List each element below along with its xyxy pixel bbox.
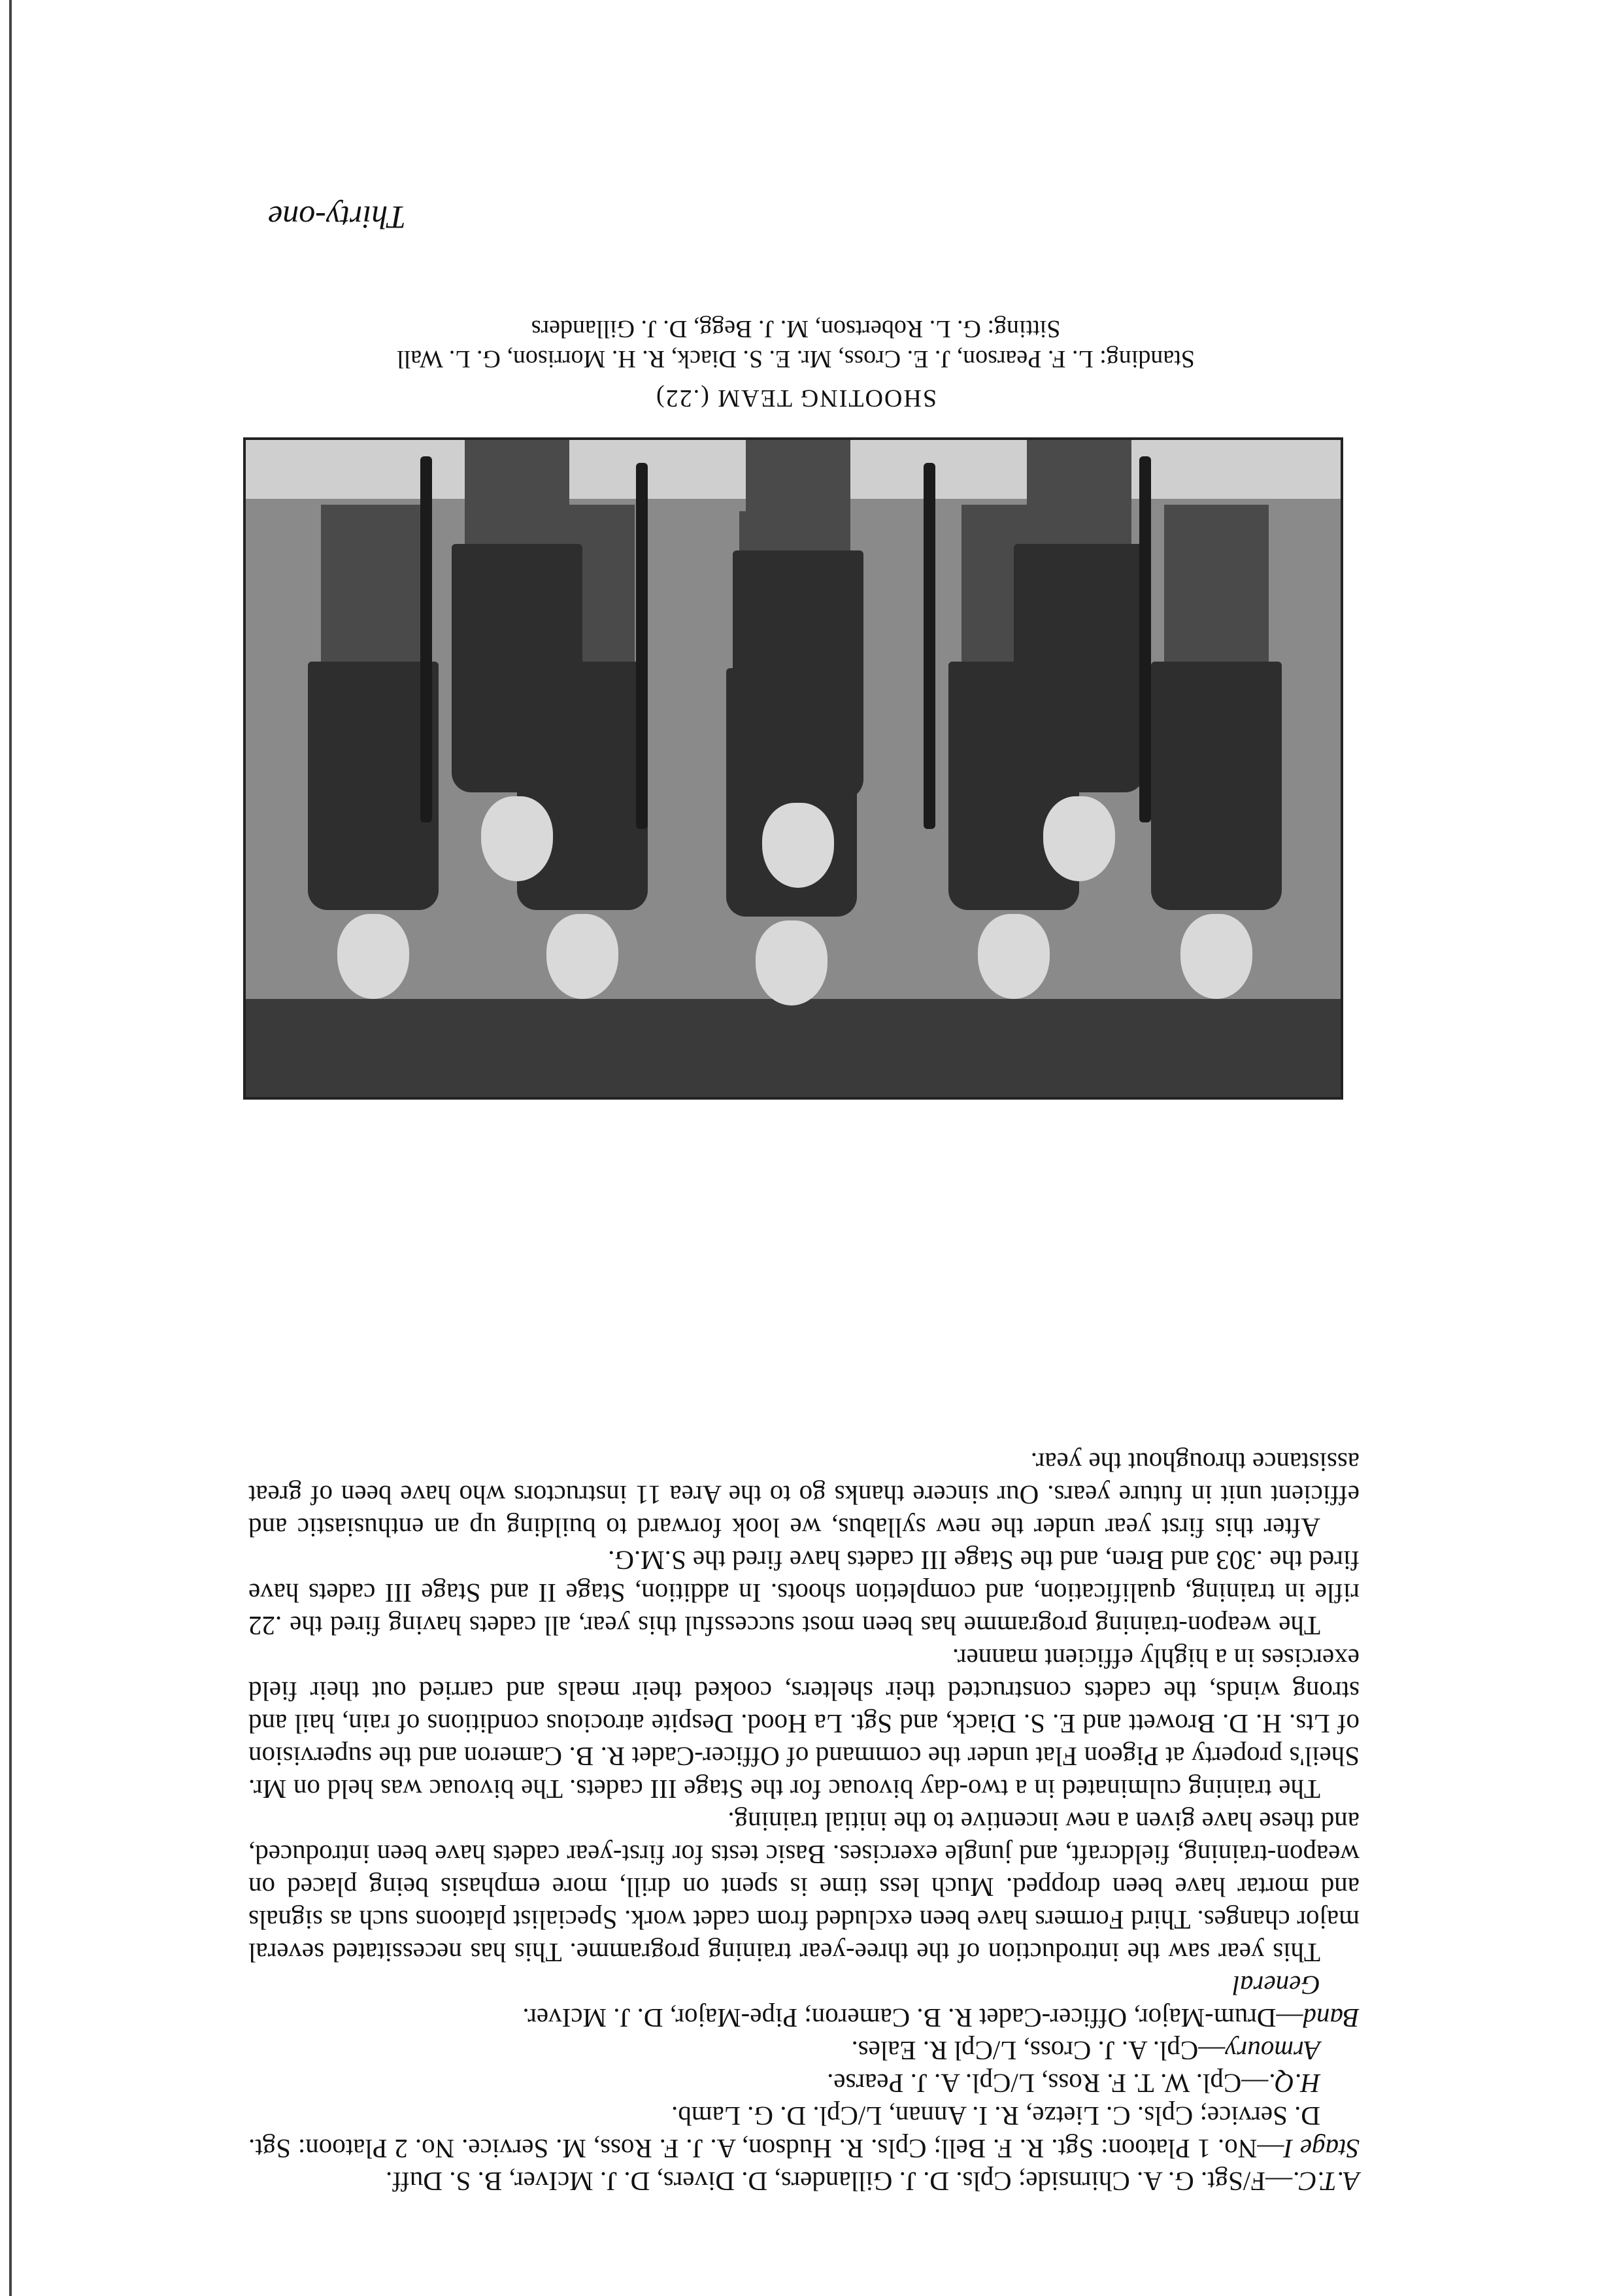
roster-band bbox=[248, 2002, 1360, 2034]
scanner-edge-line bbox=[9, 0, 12, 2296]
roster-hq-text: —Cpl. W. T. F. Ross, L/Cpl. A. J. Pearse. bbox=[827, 2068, 1269, 2099]
roster-armoury-label: Armoury bbox=[1225, 2036, 1320, 2066]
body-paragraph: The training culminated in a two-day bivouac for the Stage III cadets. The bivouac was held on Mr. Sheil's property at Pigeon Flat under the command of Officer-Cadet R. B. Cameron and the supervision of Lts. H. D. Browett and E. S. Diack, and Sgt. La Hood. Despite atrocious conditions of rain, hail and strong winds, the cadets constructed their shelters, cooked their meals and carried out their field exercises in a highly efficient manner. bbox=[248, 1644, 1360, 1804]
photo-figure bbox=[1151, 505, 1282, 999]
rifle bbox=[636, 463, 648, 829]
body-paragraph: This year saw the introduction of the three-year training programme. This has necessitated several major changes. Third Formers have been excluded from cadet work. Specialist platoons such as signals and mortar have been dropped. Much less time is spent on drill, more emphasis being placed on weapon-training, fieldcraft, and jungle exercises. Basic tests for first-year cadets have been introduced, and these have given a new incentive to the initial training. bbox=[248, 1807, 1360, 1968]
photo-figure bbox=[452, 437, 582, 881]
photo-figure bbox=[308, 505, 439, 999]
unit-roster bbox=[248, 1446, 1360, 2198]
roster-hq bbox=[248, 2067, 1360, 2100]
body-paragraph: The weapon-training programme has been most successful this year, all cadets having fired the .22 rifle in training, qualification, and completion shoots. In addition, Stage II and Stage III cadets have fired the .303 and Bren, and the Stage III cadets have fired the S.M.G. bbox=[248, 1545, 1360, 1641]
roster-stage1 bbox=[248, 2100, 1360, 2165]
roster-stage1-text: —No. 1 Platoon: Sgt. R. F. Bell; Cpls. R. Hudson, A. J. F. Ross, M. Service. No. 2 Platoon: Sgt. D. Service; Cpls. C. Lietze, R. I. Annan, L/Cpl. D. G. Lamb. bbox=[248, 2101, 1320, 2164]
rifle bbox=[1139, 456, 1151, 822]
shooting-team-photograph bbox=[243, 437, 1343, 1100]
roster-armoury bbox=[248, 2034, 1360, 2067]
photo-caption-standing: Standing: L. F. Pearson, J. E. Cross, Mr. E. S. Diack, R. H. Morrison, G. L. Wall bbox=[397, 345, 1195, 373]
rifle bbox=[924, 463, 935, 829]
roster-atc bbox=[248, 2165, 1360, 2198]
roster-hq-label: H.Q. bbox=[1268, 2068, 1320, 2099]
photo-caption-title: SHOOTING TEAM (.22) bbox=[655, 384, 937, 412]
roster-band-text: —Drum-Major, Officer-Cadet R. B. Cameron; Pipe-Major, D. J. McIver. bbox=[522, 2003, 1303, 2033]
photo-figure bbox=[733, 437, 863, 888]
photo-figure bbox=[1014, 437, 1145, 881]
roster-armoury-text: —Cpl. A. J. Cross, L/Cpl R. Eales. bbox=[851, 2036, 1226, 2066]
photo-caption-sitting: Sitting: G. L. Robertson, M. J. Begg, D. J. Gillanders bbox=[531, 315, 1061, 343]
roster-band-label: Band bbox=[1303, 2003, 1360, 2033]
photo-background-wall bbox=[246, 999, 1341, 1097]
roster-stage1-label: Stage I bbox=[1284, 2134, 1360, 2164]
page-number: Thirty-one bbox=[268, 199, 407, 236]
roster-atc-label: A.T.C. bbox=[1292, 2167, 1360, 2197]
body-paragraph: After this first year under the new syllabus, we look forward to building up an enthusiastic and efficient unit in future years. Our sincere thanks go to the Area 11 instructors who have been of great assistance throughout the year. bbox=[248, 1447, 1360, 1543]
roster-atc-text: —F/Sgt. G. A. Chirnside; Cpls. D. J. Gillanders, D. Divers, D. J. McIver, B. S. Duff. bbox=[386, 2167, 1293, 2197]
general-heading: General bbox=[1232, 1970, 1320, 2001]
rifle bbox=[420, 456, 432, 822]
